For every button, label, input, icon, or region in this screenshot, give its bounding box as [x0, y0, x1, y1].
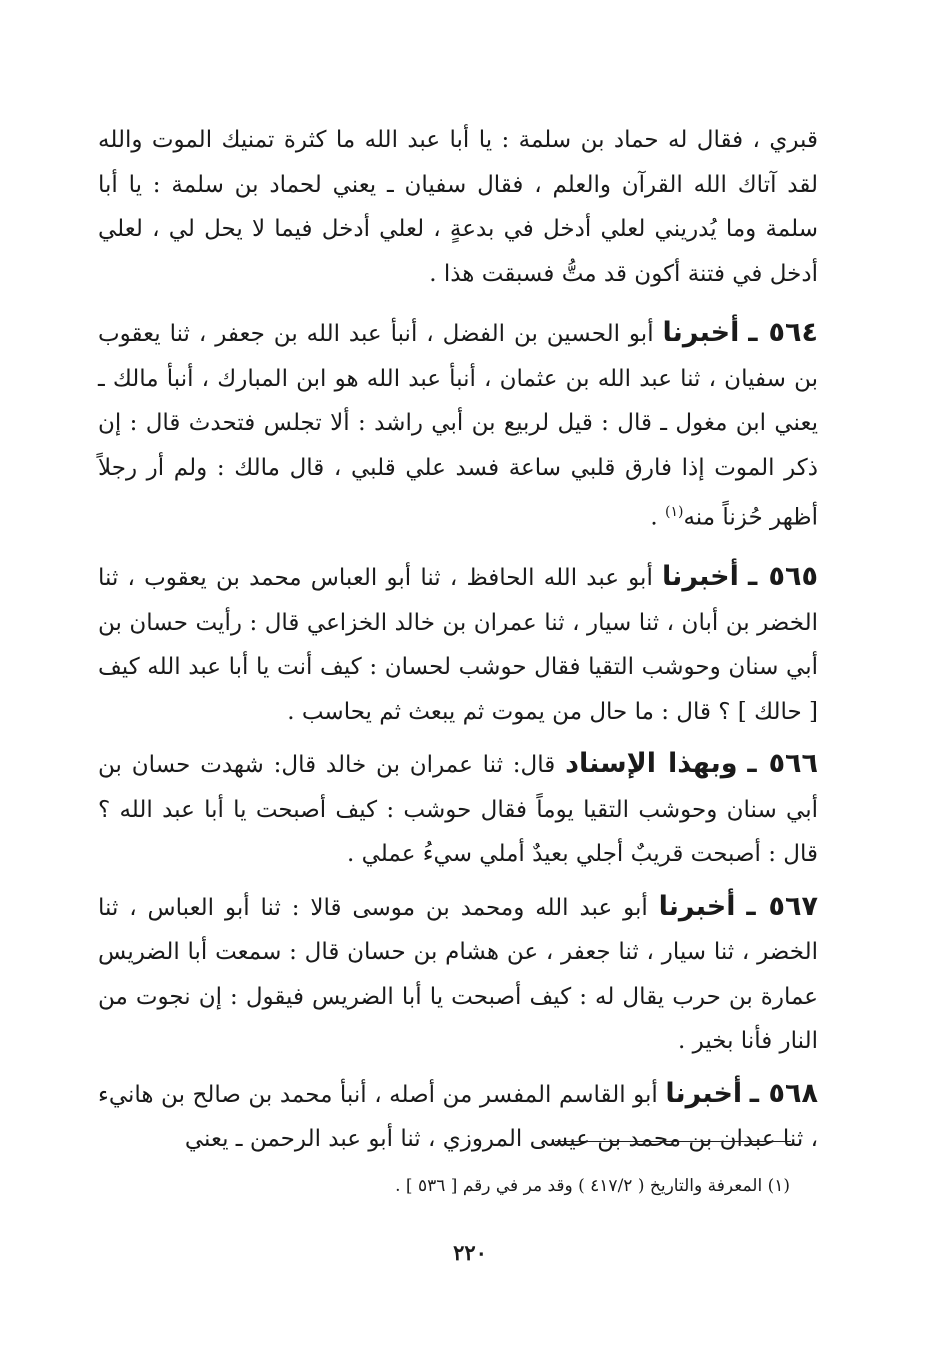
- entry-566: [98, 742, 818, 877]
- entry-text: أبو عبد الله الحافظ ، ثنا أبو العباس محمد بن يعقوب ، ثنا الخضر بن أبان ، ثنا سيار ، ثنا عمران بن خالد الخزاعي قال : رأيت حسان بن أبي سنان وحوشب التقيا فقال حوشب لحسان : كيف أنت يا أبا عبد الله كيف [ حالك ] ؟ قال : ما حال من يموت ثم يبعث ثم يحاسب .: [98, 565, 818, 725]
- entry-keyword: أخبرنا: [665, 1077, 743, 1109]
- entry-keyword: أخبرنا: [662, 317, 740, 348]
- entry-keyword: أخبرنا: [658, 890, 736, 922]
- entry-number: ٥٦٨ ـ: [749, 1077, 818, 1109]
- entry-text: قال: ثنا عمران بن خالد قال: شهدت حسان بن أبي سنان وحوشب التقيا يوماً فقال حوشب : كيف أصبحت يا أبا عبد الله ؟ قال : أصبحت قريبٌ أجلي بعيدٌ أملي سيءُ عملي .: [98, 752, 818, 868]
- entry-end: .: [650, 504, 665, 531]
- page-body: [98, 118, 818, 1162]
- entry-number: ٥٦٤ ـ: [748, 317, 818, 348]
- entry-565: [98, 555, 818, 734]
- footnote-text: (١) المعرفة والتاريخ ( ٤١٧/٢ ) وقد مر في رقم [ ٥٣٦ ] .: [395, 1176, 790, 1196]
- entry-564: [98, 311, 818, 540]
- intro-paragraph: [98, 118, 818, 296]
- entry-number: ٥٦٦ ـ: [747, 748, 819, 780]
- entry-number: ٥٦٧ ـ: [746, 890, 818, 922]
- footnote: [330, 1172, 790, 1200]
- entry-text: أبو عبد الله ومحمد بن موسى قالا : ثنا أبو العباس ، ثنا الخضر ، ثنا سيار ، ثنا جعفر ، عن هشام بن حسان قال : سمعت أبا الضريس عمارة بن حرب يقال له : كيف أصبحت يا أبا الضريس فيقول : إن نجوت من النار فأنا بخير .: [98, 894, 818, 1055]
- entry-text: أبو القاسم المفسر من أصله ، أنبأ محمد بن صالح بن هانيء ، ثنا عبدان بن محمد بن عيسى المروزي ، ثنا أبو عبد الرحمن ـ يعني: [98, 1081, 818, 1153]
- footnote-divider: [555, 1141, 791, 1142]
- entry-text: أبو الحسين بن الفضل ، أنبأ عبد الله بن جعفر ، ثنا يعقوب بن سفيان ، ثنا عبد الله بن عثمان ، أنبأ عبد الله هو ابن المبارك ، أنبأ مالك ـ يعني ابن مغول ـ قال : قيل لربيع بن أبي راشد : ألا تجلس فتحدث قال : إن ذكر الموت إذا فارق قلبي ساعة فسد علي قلبي ، قال مالك : ولم أر رجلاً أظهر حُزناً منه: [98, 321, 818, 531]
- entry-567: [98, 885, 818, 1064]
- intro-text: قبري ، فقال له حماد بن سلمة : يا أبا عبد الله ما كثرة تمنيك الموت والله لقد آتاك الله القرآن والعلم ، فقال سفيان ـ يعني لحماد بن سلمة : يا أبا سلمة وما يُدريني لعلي أدخل في بدعةٍ ، لعلي أدخل فيما لا يحل لي ، لعلي أدخل في فتنة أكون قد متُّ فسبقت هذا .: [98, 127, 818, 287]
- entry-568: [98, 1072, 818, 1162]
- entry-keyword: أخبرنا: [662, 561, 739, 593]
- entry-keyword: وبهذا الإسناد: [565, 748, 738, 780]
- entry-number: ٥٦٥ ـ: [748, 561, 818, 593]
- page-number: ٢٢٠: [453, 1240, 487, 1265]
- footnote-reference: (١): [665, 504, 684, 520]
